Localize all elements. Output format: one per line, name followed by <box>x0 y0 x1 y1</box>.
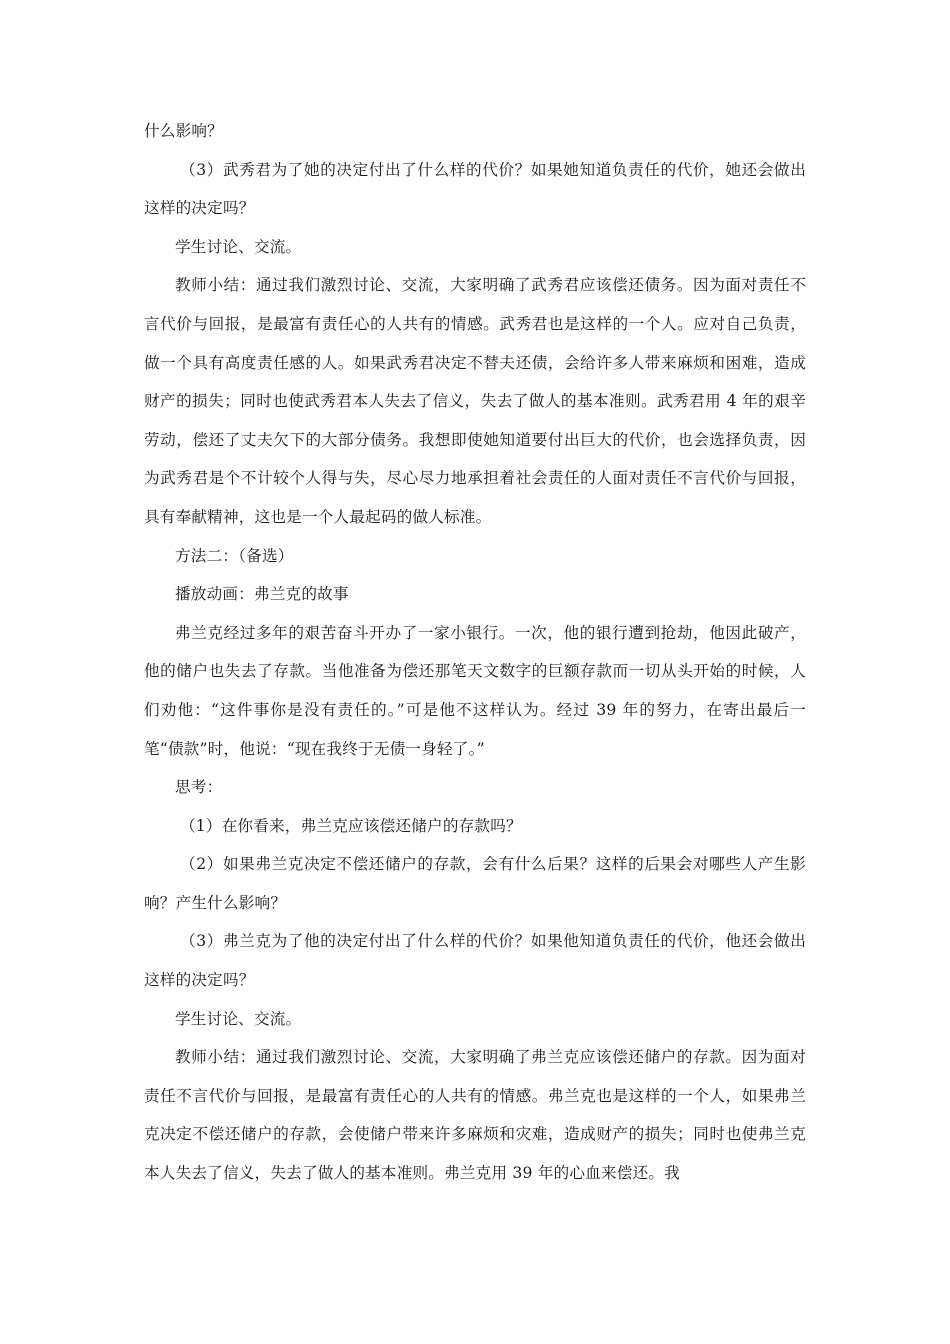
frank-story: 弗兰克经过多年的艰苦奋斗开办了一家小银行。一次，他的银行遭到抢劫，他因此破产，他的储户也失去了存款。当他准备为偿还那笔天文数字的巨额存款而一切从头开始的时候，人们劝他：“这件事你是没有责任的。”可是他不这样认为。经过 39 年的努力，在寄出最后一笔“债款”时，他说：“现在我终于无债一身轻了。” <box>144 623 806 758</box>
question-3-frank: （3）弗兰克为了他的决定付出了什么样的代价？如果他知道负责任的代价，他还会做出这样的决定吗？ <box>144 932 806 990</box>
method-two-heading: 方法二：（备选） <box>175 546 294 565</box>
teacher-summary-2: 教师小结：通过我们激烈讨论、交流，大家明确了弗兰克应该偿还储户的存款。因为面对责任不言代价与回报，是最富有责任心的人共有的情感。弗兰克也是这样的一个人，如果弗兰克决定不偿还储户的存款，会使储户带来许多麻烦和灾难，造成财产的损失；同时也使弗兰克本人失去了信义，失去了做人的基本准则。弗兰克用 39 年的心血来偿还。我 <box>144 1048 806 1183</box>
think-heading: 思考： <box>175 778 223 797</box>
question-2-frank: （2）如果弗兰克决定不偿还储户的存款，会有什么后果？这样的后果会对哪些人产生影响？产生什么影响？ <box>144 855 806 912</box>
student-discussion-2: 学生讨论、交流。 <box>175 1009 302 1028</box>
question-1-frank: （1）在你看来，弗兰克应该偿还储户的存款吗？ <box>180 816 522 835</box>
paragraph-continuation: 什么影响？ <box>144 122 223 140</box>
animation-title: 播放动画：弗兰克的故事 <box>175 585 349 604</box>
question-3-wuxiujun: （3）武秀君为了她的决定付出了什么样的代价？如果她知道负责任的代价，她还会做出这样的决定吗？ <box>144 160 806 218</box>
student-discussion-1: 学生讨论、交流。 <box>175 237 302 256</box>
teacher-summary-1: 教师小结：通过我们激烈讨论、交流，大家明确了武秀君应该偿还债务。因为面对责任不言代价与回报，是最富有责任心的人共有的情感。武秀君也是这样的一个人。应对自己负责，做一个具有高度责任感的人。如果武秀君决定不替夫还债，会给许多人带来麻烦和困难，造成财产的损失；同时也使武秀君本人失去了信义，失去了做人的基本准则。武秀君用 4 年的艰辛劳动，偿还了丈夫欠下的大部分债务。我想即使她知道要付出巨大的代价，也会选择负责，因为武秀君是个不计较个人得与失，尽心尽力地承担着社会责任的人面对责任不言代价与回报，具有奉献精神，这也是一个人最起码的做人标准。 <box>144 276 806 526</box>
document-page <box>144 112 806 1193</box>
